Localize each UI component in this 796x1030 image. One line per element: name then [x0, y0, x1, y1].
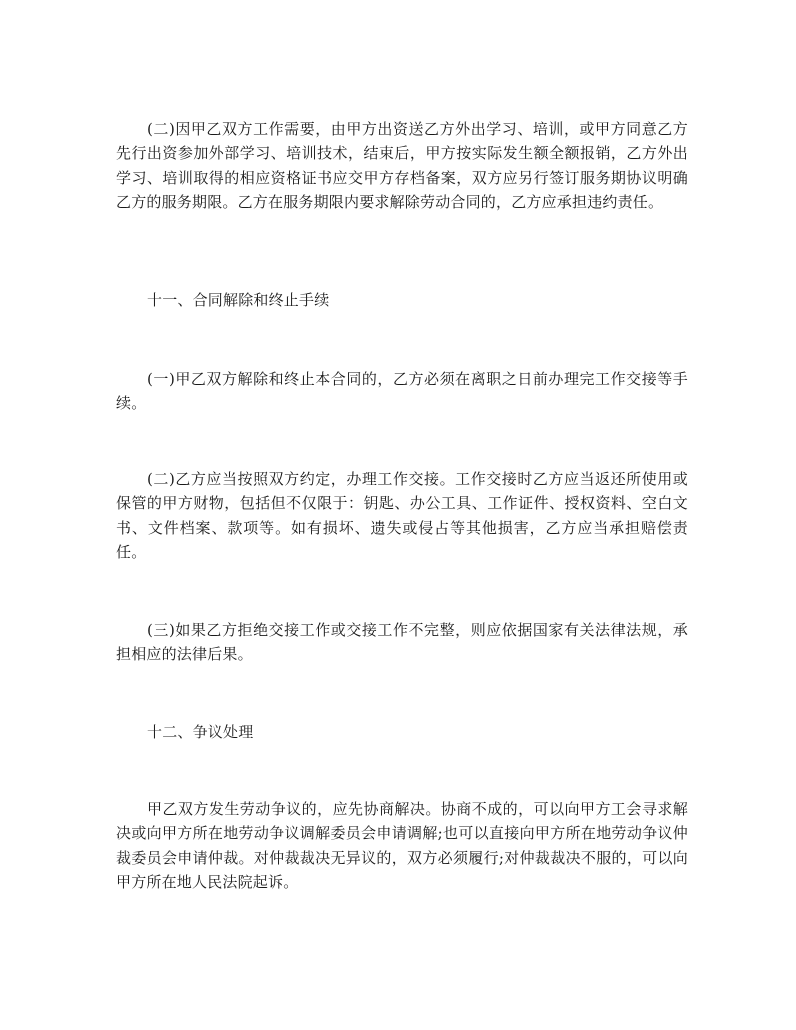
paragraph-termination-handover: (一)甲乙双方解除和终止本合同的，乙方必须在离职之日前办理完工作交接等手续。 [116, 370, 688, 413]
paragraph-training-service-period: (二)因甲乙双方工作需要，由甲方出资送乙方外出学习、培训，或甲方同意乙方先行出资参加外部学习、培训技术，结束后，甲方按实际发生额全额报销，乙方外出学习、培训取得的相应资格证书应交甲方存档备案，双方应另行签订服务期协议明确乙方的服务期限。乙方在服务期限内要求解除劳动合同的，乙方应承担违约责任。 [116, 120, 688, 212]
paragraph-dispute-resolution: 甲乙双方发生劳动争议的，应先协商解决。协商不成的，可以向甲方工会寻求解决或向甲方所在地劳动争议调解委员会申请调解;也可以直接向甲方所在地劳动争议仲裁委员会申请仲裁。对仲裁裁决无异议的，双方必须履行;对仲裁裁决不服的，可以向甲方所在地人民法院起诉。 [116, 800, 688, 892]
section-heading-11: 十一、合同解除和终止手续 [147, 291, 330, 309]
paragraph-return-property: (二)乙方应当按照双方约定，办理工作交接。工作交接时乙方应当返还所使用或保管的甲方财物，包括但不仅限于：钥匙、办公工具、工作证件、授权资料、空白文书、文件档案、款项等。如有损坏、遗失或侵占等其他损害，乙方应当承担赔偿责任。 [116, 470, 688, 562]
paragraph-refusal-consequences: (三)如果乙方拒绝交接工作或交接工作不完整，则应依据国家有关法律法规，承担相应的法律后果。 [116, 621, 688, 664]
section-heading-12: 十二、争议处理 [147, 723, 254, 741]
